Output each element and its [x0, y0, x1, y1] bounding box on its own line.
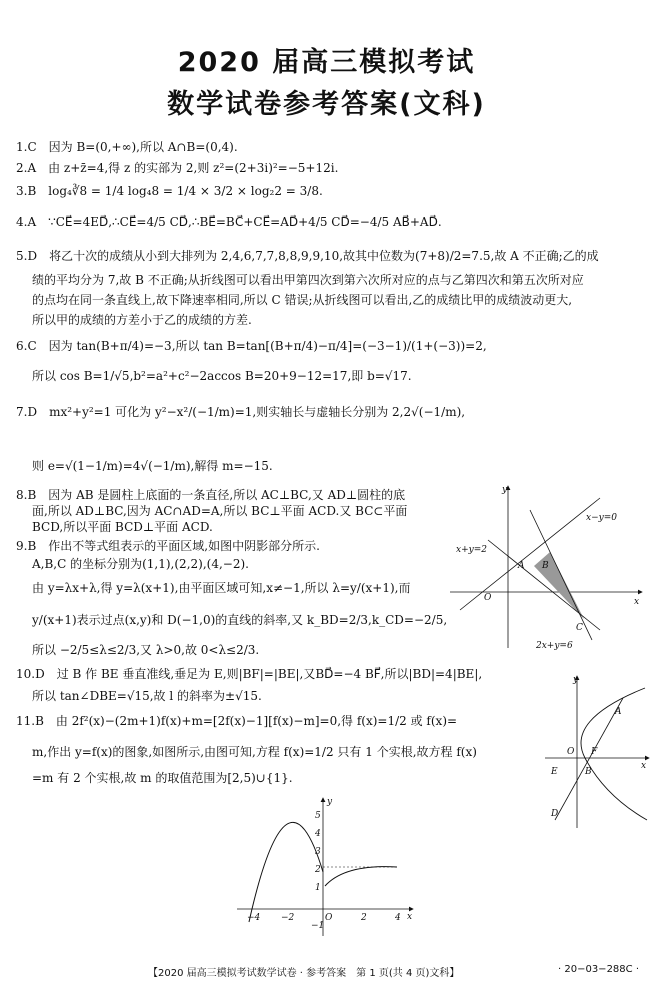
answer-8-line-2: 面,所以 AD⊥BC,因为 AC∩AD=A,所以 BC⊥平面 ACD.又 BC⊂平面 — [32, 504, 408, 518]
q10-origin: O — [567, 747, 575, 757]
q9-line3-label: 2x+y=6 — [536, 641, 573, 650]
answer-10-line-2: 所以 tan∠DBE=√15,故 l 的斜率为±√15. — [32, 689, 262, 703]
answer-6-line-2: 所以 cos B=1/√5,b²=a²+c²−2accos B=20+9−12=17,即 b=√17. — [32, 369, 412, 383]
q11-origin: O — [325, 913, 333, 923]
answer-2: 2.A 由 z+z̄=4,得 z 的实部为 2,则 z²=(2+3i)²=−5+12i. — [16, 161, 339, 175]
q10-point-b: B — [585, 767, 592, 777]
answer-7-line-2: 则 e=√(1−1/m)=4√(−1/m),解得 m=−15. — [32, 459, 273, 473]
q11-ytick-neg1: −1 — [311, 921, 325, 931]
figure-q11-graph — [235, 792, 420, 940]
answer-11-line-2: m,作出 y=f(x)的图象,如图所示,由图可知,方程 f(x)=1/2 只有 1 个实根,故方程 f(x) — [32, 745, 477, 759]
figure-q9-region — [450, 480, 650, 650]
answer-9-line-4: y/(x+1)表示过点(x,y)和 D(−1,0)的直线的斜率,又 k_BD=2/3,k_CD=−2/5, — [32, 613, 448, 627]
page-subtitle: 数学试卷参考答案(文科) — [167, 89, 486, 120]
answer-9-line-5: 所以 −2/5≤λ≤2/3,又 λ>0,故 0<λ≤2/3. — [32, 643, 260, 657]
q11-xtick-neg2: −2 — [281, 913, 295, 923]
answer-5-line-4: 所以甲的成绩的方差小于乙的成绩的方差. — [32, 313, 252, 327]
q9-point-a: A — [518, 561, 525, 571]
q10-y-label: y — [573, 675, 579, 685]
q11-xtick-neg4: −4 — [247, 913, 261, 923]
q11-curve-right — [325, 867, 397, 886]
answer-6-line-1: 6.C 因为 tan(B+π/4)=−3,所以 tan B=tan[(B+π/4)−π/4]=(−3−1)/(1+(−3))=2, — [16, 339, 487, 353]
q9-point-b: B — [542, 561, 549, 571]
q10-point-f: F — [591, 747, 598, 757]
answer-5-line-3: 的点均在同一条直线上,故下降速率相同,所以 C 错误;从折线图可以看出,乙的成绩比甲的成绩波动更大, — [32, 293, 573, 307]
q11-x-label: x — [407, 912, 413, 922]
q10-line-l — [555, 698, 623, 820]
answer-5-line-2: 绩的平均分为 7,故 B 不正确;从折线图可以看出甲第四次到第六次所对应的点与乙第四次和第五次所对应 — [32, 273, 584, 287]
q11-curve-left — [249, 822, 323, 922]
q9-y-label: y — [502, 485, 508, 495]
q10-point-d: D — [551, 809, 559, 819]
q11-ytick-1: 1 — [315, 883, 321, 893]
page-title: 2020 届高三模拟考试 — [177, 47, 476, 78]
answer-8-line-3: BCD,所以平面 BCD⊥平面 ACD. — [32, 520, 213, 534]
answer-4: 4.A ∵CE⃗=4ED⃗,∴CE⃗=4/5 CD⃗,∴BE⃗=BC⃗+CE⃗=AD⃗+4/5 CD⃗=−4/5 AB⃗+AD⃗. — [16, 215, 442, 229]
q11-y-label: y — [327, 797, 333, 807]
q11-ytick-2: 2 — [315, 865, 321, 875]
q10-point-a: A — [615, 707, 622, 717]
q11-ytick-3: 3 — [315, 847, 321, 857]
footer-code: · 20−03−288C · — [558, 964, 639, 975]
figure-q10-parabola — [545, 670, 653, 830]
q11-ytick-5: 5 — [315, 811, 321, 821]
q11-ytick-4: 4 — [315, 829, 321, 839]
answer-11-line-3: =m 有 2 个实根,故 m 的取值范围为[2,5)∪{1}. — [32, 771, 293, 785]
q9-origin: O — [484, 593, 492, 603]
q9-line-x-plus-y — [488, 540, 600, 630]
answer-5-line-1: 5.D 将乙十次的成绩从小到大排列为 2,4,6,7,7,8,8,9,9,10,故其中位数为(7+8)/2=7.5,故 A 不正确;乙的成 — [16, 249, 599, 263]
answer-1: 1.C 因为 B=(0,+∞),所以 A∩B=(0,4). — [16, 140, 238, 154]
q9-line1-label: x−y=0 — [586, 513, 617, 523]
answer-10-line-1: 10.D 过 B 作 BE 垂直准线,垂足为 E,则|BF|=|BE|,又BD⃗=−4 BF⃗,所以|BD|=4|BE|, — [16, 667, 483, 681]
answer-9-line-3: 由 y=λx+λ,得 y=λ(x+1),由平面区域可知,x≠−1,所以 λ=y/(x+1),而 — [32, 581, 411, 595]
q10-x-label: x — [641, 761, 647, 771]
q11-xtick-2: 2 — [361, 913, 367, 923]
q9-x-label: x — [634, 597, 640, 607]
answer-3: 3.B log₄∛8 = 1/4 log₄8 = 1/4 × 3/2 × log₂2 = 3/8. — [16, 184, 323, 198]
answer-7-line-1: 7.D mx²+y²=1 可化为 y²−x²/(−1/m)=1,则实轴长与虚轴长分别为 2,2√(−1/m), — [16, 405, 466, 419]
footer-page-info: 【2020 届高三模拟考试数学试卷 · 参考答案 第 1 页(共 4 页)文科】 — [148, 968, 460, 979]
answer-8-line-1: 8.B 因为 AB 是圆柱上底面的一条直径,所以 AC⊥BC,又 AD⊥圆柱的底 — [16, 488, 406, 502]
q10-point-e: E — [551, 767, 558, 777]
answer-11-line-1: 11.B 由 2f²(x)−(2m+1)f(x)+m=[2f(x)−1][f(x)−m]=0,得 f(x)=1/2 或 f(x)= — [16, 714, 458, 728]
q9-line2-label: x+y=2 — [456, 545, 487, 555]
q11-xtick-4: 4 — [395, 913, 401, 923]
q9-point-c: C — [576, 623, 583, 633]
answer-9-line-2: A,B,C 的坐标分别为(1,1),(2,2),(4,−2). — [32, 557, 249, 571]
answer-9-line-1: 9.B 作出不等式组表示的平面区域,如图中阴影部分所示. — [16, 539, 320, 553]
